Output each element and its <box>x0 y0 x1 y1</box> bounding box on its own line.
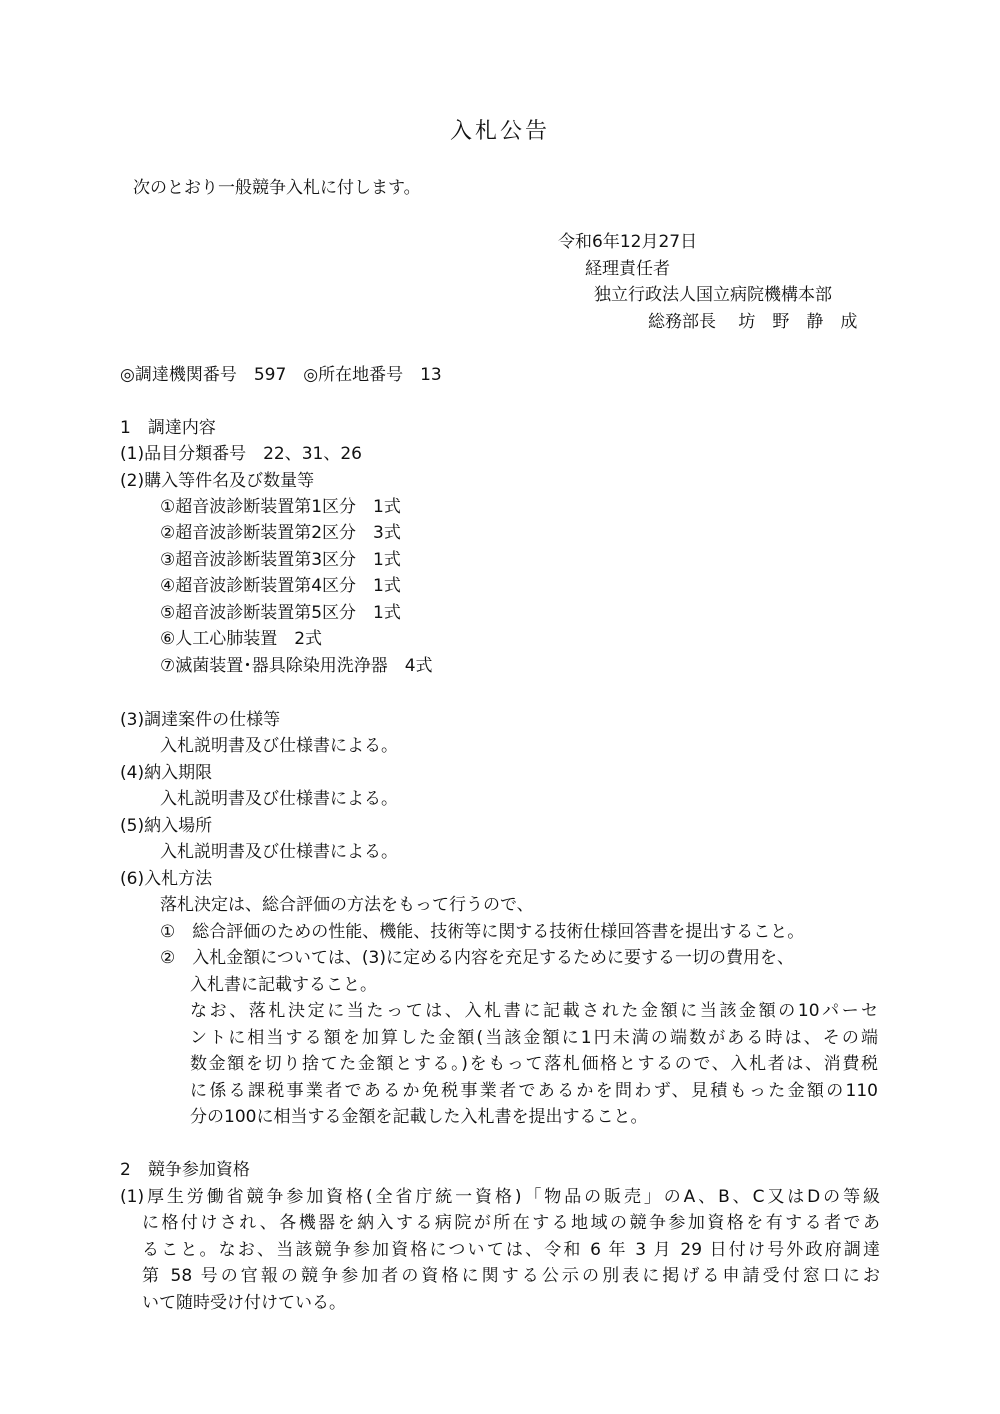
document-title: 入札公告 <box>449 119 550 144</box>
issuer-organization: 独立行政法人国立病院機構本部 <box>594 285 832 305</box>
section2-line: 第 58 号の官報の競争参加者の資格に関する公示の別表に掲げる申請受付窓口にお <box>142 1266 880 1286</box>
agency-codes: ◎調達機関番号 597 ◎所在地番号 13 <box>120 365 442 385</box>
item6-condition-2: ② 入札金額については、(3)に定める内容を充足するために要する一切の費用を、 <box>160 948 794 968</box>
item1-classification: (1)品目分類番号 22、31、26 <box>120 444 362 464</box>
item5-heading: (5)納入場所 <box>120 816 213 836</box>
item6-note-line: 分の100に相当する金額を記載した入札書を提出すること。 <box>190 1107 648 1127</box>
item3-body: 入札説明書及び仕様書による。 <box>160 736 398 756</box>
product-item: ⑤超音波診断装置第5区分 1式 <box>160 603 401 623</box>
section2-line: に格付けされ、各機器を納入する病院が所在する地域の競争参加資格を有する者であ <box>142 1213 880 1233</box>
product-item: ⑦滅菌装置･器具除染用洗浄器 4式 <box>160 656 433 676</box>
section2-line: いて随時受け付けている。 <box>142 1293 346 1313</box>
item4-body: 入札説明書及び仕様書による。 <box>160 789 398 809</box>
item6-condition-2-cont: 入札書に記載すること。 <box>190 975 377 995</box>
item6-note-line: ントに相当する額を加算した金額(当該金額に1円未満の端数がある時は、その端 <box>190 1028 878 1048</box>
item6-heading: (6)入札方法 <box>120 869 213 889</box>
product-item: ③超音波診断装置第3区分 1式 <box>160 550 401 570</box>
intro-text: 次のとおり一般競争入札に付します。 <box>133 178 421 198</box>
section2-heading: 2 競争参加資格 <box>120 1160 250 1180</box>
section2-line: ること。なお、当該競争参加資格については、令和 6 年 3 月 29 日付け号外政府調達 <box>142 1240 880 1260</box>
section2-line: (1)厚生労働省競争参加資格(全省庁統一資格)「物品の販売」のA、B、C又はDの等級 <box>120 1187 880 1207</box>
item6-body: 落札決定は、総合評価の方法をもって行うので、 <box>160 895 534 915</box>
product-item: ①超音波診断装置第1区分 1式 <box>160 497 401 517</box>
notice-date: 令和6年12月27日 <box>558 232 698 252</box>
section1-heading: 1 調達内容 <box>120 418 216 438</box>
item6-condition-1: ① 総合評価のための性能、機能、技術等に関する技術仕様回答書を提出すること。 <box>160 922 805 942</box>
product-item: ⑥人工心肺装置 2式 <box>160 629 323 649</box>
product-item: ④超音波診断装置第4区分 1式 <box>160 576 401 596</box>
item2-heading: (2)購入等件名及び数量等 <box>120 471 315 491</box>
item6-note-line: なお、落札決定に当たっては、入札書に記載された金額に当該金額の10パーセ <box>190 1001 878 1021</box>
item6-note-line: 数金額を切り捨てた金額とする。)をもって落札価格とするので、入札者は、消費税 <box>190 1054 878 1074</box>
item3-heading: (3)調達案件の仕様等 <box>120 710 281 730</box>
item5-body: 入札説明書及び仕様書による。 <box>160 842 398 862</box>
issuer-role: 経理責任者 <box>585 259 670 279</box>
item6-note-line: に係る課税事業者であるか免税事業者であるかを問わず、見積もった金額の110 <box>190 1081 878 1101</box>
product-item: ②超音波診断装置第2区分 3式 <box>160 523 401 543</box>
item4-heading: (4)納入期限 <box>120 763 213 783</box>
issuer-name: 総務部長 坊 野 静 成 <box>648 312 858 332</box>
